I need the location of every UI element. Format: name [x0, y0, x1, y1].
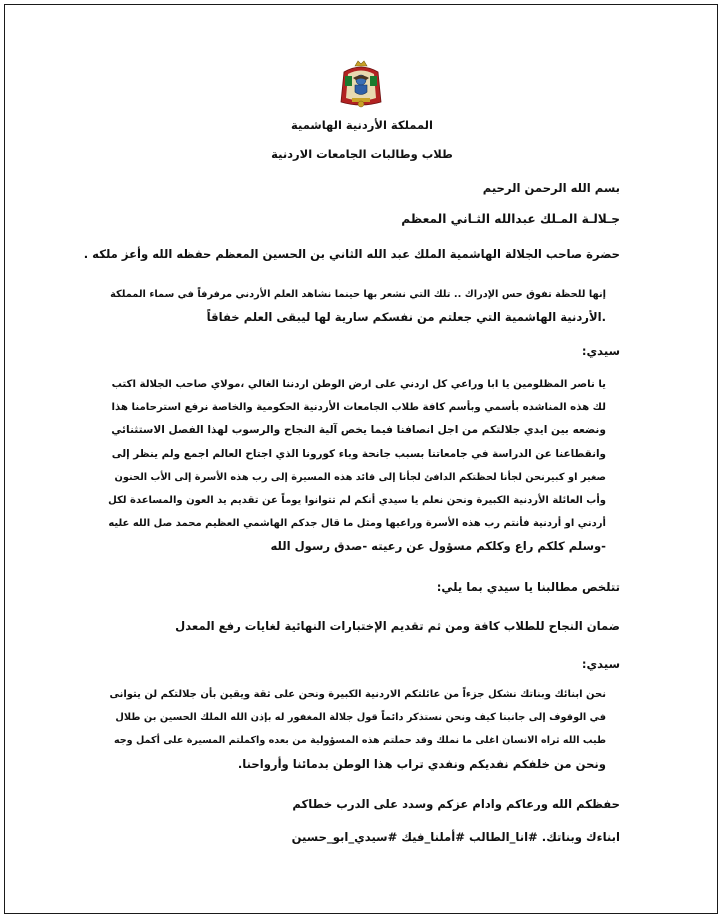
- demands-intro: تتلخص مطالبنا يا سيدي بما يلي:: [436, 580, 620, 594]
- signature-line: ابناءك وبناتك. #انا_الطالب #أملنا_فيك #سيدي_ابو_حسين: [291, 830, 620, 844]
- closing-line: طيب الله ثراه الانسان اغلى ما نملك وقد حملتم هذه المسؤولية من بعده واكملتم المسيرة على أكمل وجه: [113, 735, 606, 747]
- body-line: أردني او أردنية فأنتم رب هذه الأسرة وراعيها ومثل ما قال جدكم الهاشمي العظيم محمد صل الله عليه: [108, 518, 606, 530]
- demand-item: ضمان النجاح للطلاب كافة ومن ثم تقديم الإختبارات النهائية لغايات رفع المعدل: [175, 619, 620, 633]
- body-line: يا ناصر المظلومين يا ابا وراعي كل اردني على ارض الوطن اردننا الغالي ،مولاي صاحب الجلالة اكتب: [111, 379, 606, 390]
- body-line: وانقطاعنا عن الدراسة في جامعاتنا بسبب جانحة وباء كورونا الذي اجتاح العالم اجمع ولم ينظر إلى: [111, 447, 606, 460]
- basmala: بسم الله الرحمن الرحيم: [482, 181, 620, 195]
- sir-heading: سيدي:: [581, 657, 620, 671]
- body-line: وأب العائلة الأردنية الكبيرة ونحن نعلم يا سيدي أنكم لم تتوانوا يوماً عن تقديم يد العون والمساعدة لكل: [108, 495, 606, 507]
- closing-line: في الوقوف إلى جانبنا كيف ونحن نستذكر دائماً قول جلالة المغفور له بإذن الله الملك الحسين بن طلال: [115, 712, 606, 724]
- majesty-title: جـلالـة المـلك عبدالله الثـاني المعظم: [401, 212, 620, 226]
- body-line: ونضعه بين ايدي جلالتكم من اجل انصافنا فيما يخص آلية النجاح والرسوب لهذا الفصل الاستثنائي: [111, 424, 606, 437]
- students-title: طلاب وطالبات الجامعات الاردنية: [271, 147, 453, 161]
- body-paragraph: [108, 373, 606, 559]
- kingdom-title: المملكة الأردنية الهاشمية: [291, 118, 433, 132]
- intro-line: إنها للحظة تفوق حس الإدراك .. تلك التي نشعر بها حينما نشاهد العلم الأردني مرفرفاً في سماء المملكة: [110, 289, 606, 300]
- jordan-coat-of-arms-emblem: [336, 58, 386, 110]
- closing-line: ونحن من خلفكم نفديكم ونفدي تراب هذا الوطن بدمائنا وأرواحنا.: [237, 756, 606, 771]
- intro-line: .الأردنية الهاشمية التي جعلتم من نفسكم سارية لها ليبقى العلم خفاقاً: [206, 310, 606, 325]
- body-line: -وسلم كلكم راع وكلكم مسؤول عن رعيته -صدق رسول الله: [270, 539, 606, 554]
- closing-line: نحن ابنائك وبناتك نشكل جزءاً من عائلتكم الاردنية الكبيرة ونحن على ثقة ويقين بأن جلالتكم لن يتوانى: [109, 689, 606, 700]
- body-line: صغير او كبيرنحن لجأنا لحظتكم الدافئ لجأنا إلى قائد هذه المسيرة إلى رب هذه الأسرة إلى الأب الحنون: [114, 471, 606, 483]
- blessing-line: حفظكم الله ورعاكم وادام عزكم وسدد على الدرب خطاكم: [292, 797, 620, 811]
- address-line: حضرة صاحب الجلالة الهاشمية الملك عبد الله الثاني بن الحسين المعظم حفظه الله وأعز ملكه .: [83, 247, 620, 261]
- body-line: لك هذه المناشده بأسمي وبأسم كافة طلاب الجامعات الأردنية الحكومية والخاصة نرفع استرحامنا هذا: [111, 402, 606, 414]
- intro-paragraph: [108, 283, 606, 329]
- closing-paragraph: [108, 683, 606, 776]
- sir-heading: سيدي:: [581, 344, 620, 358]
